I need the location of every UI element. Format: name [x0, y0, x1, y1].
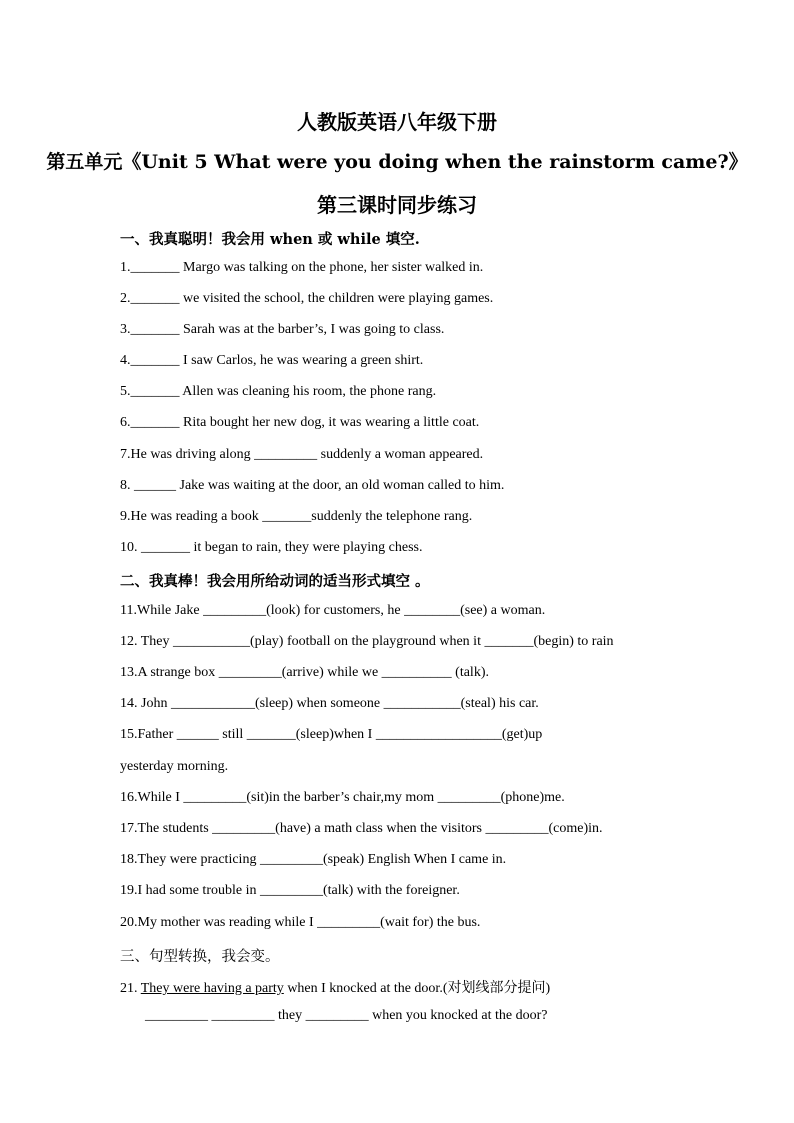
- exercise-item-12: 12. They ___________(play) football on the playground when it _______(begin) to rain: [120, 634, 614, 649]
- item-21-number: 21.: [120, 981, 141, 996]
- exercise-item-5: 5._______ Allen was cleaning his room, the phone rang.: [120, 384, 437, 399]
- exercise-item-15-continued: yesterday morning.: [120, 759, 229, 774]
- section-2-heading: 二、我真棒！我会用所给动词的适当形式填空 。: [120, 573, 430, 590]
- exercise-item-17: 17.The students _________(have) a math class when the visitors _________(come)in.: [120, 821, 603, 836]
- exercise-item-21-answer: _________ _________ they _________ when you knocked at the door?: [145, 1008, 548, 1023]
- exercise-item-15: 15.Father ______ still _______(sleep)when I __________________(get)up: [120, 727, 543, 742]
- unit-title: 第五单元《Unit 5 What were you doing when the rainstorm came?》: [46, 151, 748, 173]
- item-21-sentence: when I knocked at the door.(对划线部分提问): [283, 981, 551, 996]
- document-title: 人教版英语八年级下册: [297, 110, 497, 134]
- exercise-item-20: 20.My mother was reading while I _________(wait for) the bus.: [120, 915, 481, 930]
- exercise-item-19: 19.I had some trouble in _________(talk) with the foreigner.: [120, 883, 460, 898]
- item-21-underlined-phrase: They were having a party: [140, 981, 284, 996]
- exercise-item-6: 6._______ Rita bought her new dog, it was wearing a little coat.: [120, 415, 480, 430]
- exercise-item-3: 3._______ Sarah was at the barber’s, I was going to class.: [120, 322, 445, 337]
- section-3-heading: 三、句型转换，我会变。: [120, 949, 280, 965]
- exercise-item-1: 1._______ Margo was talking on the phone, her sister walked in.: [120, 260, 484, 275]
- exercise-item-9: 9.He was reading a book _______suddenly the telephone rang.: [120, 509, 473, 524]
- exercise-item-14: 14. John ____________(sleep) when someone ___________(steal) his car.: [120, 696, 539, 711]
- exercise-item-8: 8. ______ Jake was waiting at the door, an old woman called to him.: [120, 478, 505, 493]
- exercise-item-18: 18.They were practicing _________(speak) English When I came in.: [120, 852, 507, 867]
- exercise-item-7: 7.He was driving along _________ suddenly a woman appeared.: [120, 447, 484, 462]
- lesson-title: 第三课时同步练习: [317, 193, 477, 217]
- exercise-item-13: 13.A strange box _________(arrive) while we __________ (talk).: [120, 665, 489, 680]
- exercise-item-16: 16.While I _________(sit)in the barber’s chair,my mom _________(phone)me.: [120, 790, 565, 805]
- exercise-item-11: 11.While Jake _________(look) for customers, he ________(see) a woman.: [120, 603, 546, 618]
- exercise-item-4: 4._______ I saw Carlos, he was wearing a green shirt.: [120, 353, 424, 368]
- exercise-item-2: 2._______ we visited the school, the children were playing games.: [120, 291, 494, 306]
- exercise-item-10: 10. _______ it began to rain, they were playing chess.: [120, 540, 423, 555]
- exercise-item-21: [120, 977, 550, 997]
- section-1-heading: 一、我真聪明！我会用 when 或 while 填空.: [120, 231, 420, 248]
